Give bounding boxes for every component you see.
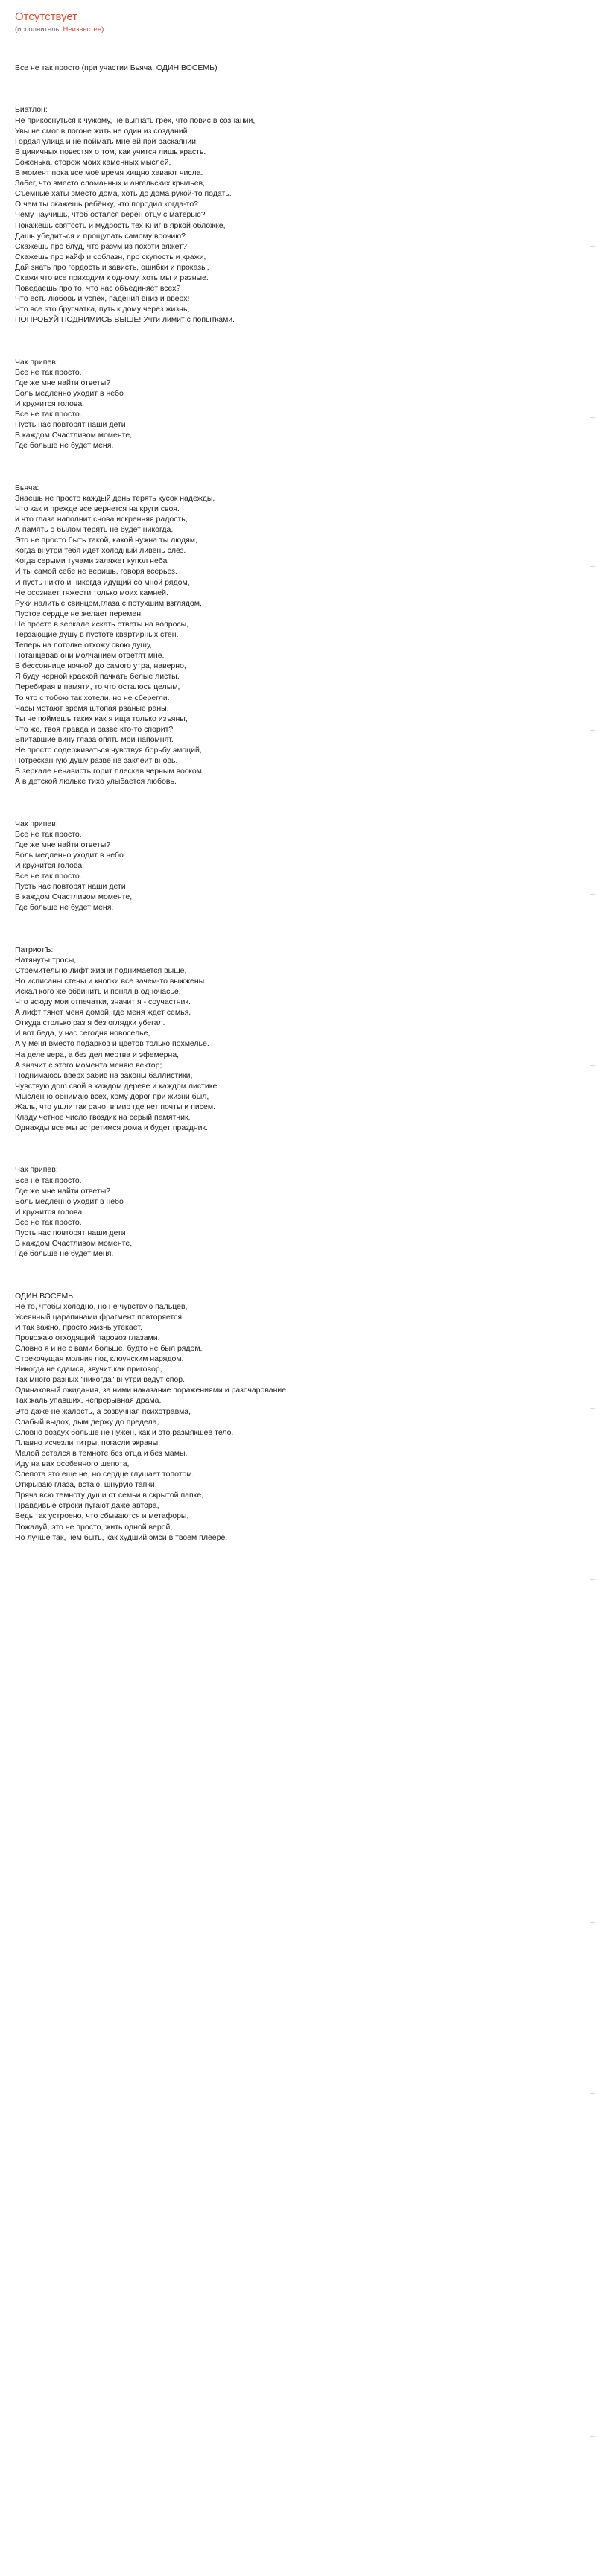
- lyrics-line: Пусть нас повторят наши дети: [15, 420, 126, 430]
- lyrics-line: Стремительно лифт жизни поднимается выше,: [15, 965, 187, 975]
- lyrics-line: Ведь так устроено, что сбываются и метафоры,: [15, 1511, 189, 1521]
- lyrics-line: и что глаза наполнит снова искренняя радость,: [15, 514, 188, 524]
- lyrics-line: Словно я и не с вами больше, будто не был рядом,: [15, 1343, 203, 1353]
- lyrics-line: Малой остался в темноте без отца и без мамы,: [15, 1448, 188, 1458]
- lyrics-block-chorus-2: [15, 819, 581, 913]
- lyrics-line: Где больше не будет меня.: [15, 441, 114, 451]
- artist-suffix-label: ): [101, 25, 104, 34]
- lyrics-line: Так много разных "никогда" внутри ведут спор.: [15, 1375, 186, 1385]
- lyrics-line: Забег, что вместо сломанных и ангельских крыльев,: [15, 179, 206, 188]
- lyrics-line: Поднимаюсь вверх забив на законы баллистики,: [15, 1070, 193, 1080]
- lyrics-line: В каждом Счастливом моменте,: [15, 892, 133, 902]
- lyrics-line: Боженька, сторож моих каменных мыслей,: [15, 157, 171, 167]
- lyrics-line: Что все это брусчатка, путь к дому через жизнь,: [15, 305, 190, 314]
- lyrics-line: В момент пока все моё время хищно хавают числа.: [15, 168, 203, 178]
- lyrics-line: Откуда столько раз я без оглядки убегал.: [15, 1018, 165, 1028]
- lyrics-line: Где же мне найти ответы?: [15, 1186, 111, 1196]
- lyrics-line: В каждом Счастливом моменте,: [15, 1239, 133, 1249]
- lyrics-line: Не прикоснуться к чужому, не выгнать грех, что повис в сознании,: [15, 115, 256, 125]
- lyrics-line: Чему научишь, чтоб остался верен отцу с матерью?: [15, 210, 206, 220]
- lyrics-line: Пожалуй, это не просто, жить одной верой,: [15, 1522, 173, 1532]
- edge-mark: [590, 2436, 595, 2437]
- lyrics-line: О чем ты скажешь ребёнку, что породил когда-то?: [15, 200, 199, 209]
- lyrics-line: Что всюду мои отпечатки, значит я - соучастник.: [15, 997, 191, 1007]
- lyrics-line: Стрекочущая молния под клоунским нарядом.: [15, 1354, 184, 1364]
- lyrics-line: Скажешь про кайф и соблазн, про скупость и кражи,: [15, 252, 206, 261]
- lyrics-line: И так важно, просто жизнь утекает,: [15, 1322, 142, 1332]
- lyrics-line: Когда серыми тучами заляжет купол неба: [15, 556, 168, 566]
- lyrics-line: Мысленно обнимаю всех, кому дорог при жизни был,: [15, 1091, 209, 1101]
- lyrics-block-verse-patriot: [15, 945, 581, 1134]
- lyrics-line: ОДИН.ВОСЕМЬ:: [15, 1291, 76, 1301]
- lyrics-line: В зеркале ненависть горит плескав черным воском,: [15, 767, 204, 776]
- lyrics-line: Все не так просто.: [15, 410, 82, 419]
- lyrics-block-verse-biach: [15, 483, 581, 787]
- artist-prefix-label: (исполнитель:: [15, 25, 63, 34]
- lyrics-line: Искал кого же обвинить и понял в одночасье,: [15, 986, 181, 996]
- lyrics-line: Когда внутри тебя идет холодный ливень слез.: [15, 546, 186, 556]
- lyrics-line: Не осознает тяжести только моих камней.: [15, 588, 168, 597]
- lyrics-line: И пусть никто и никогда идущий со мной рядом,: [15, 577, 190, 587]
- lyrics-line: Все не так просто.: [15, 1176, 82, 1185]
- lyrics-line: Где же мне найти ответы?: [15, 378, 111, 387]
- lyrics-line: И ты самой себе не веришь, говоря всерьез.: [15, 567, 177, 577]
- lyrics-body: [15, 42, 581, 1564]
- lyrics-line: Съемные хаты вместо дома, хоть до дома рукой-то подать.: [15, 189, 232, 199]
- lyrics-line: Гордая улица и не поймать мне ей при раскаянии,: [15, 136, 198, 146]
- lyrics-line: Чак припев;: [15, 819, 58, 828]
- lyrics-line: Пусть нас повторят наши дети: [15, 882, 126, 892]
- lyrics-block-intro: [15, 63, 581, 73]
- lyrics-line: Чак припев;: [15, 1165, 58, 1175]
- edge-mark: [590, 2093, 595, 2094]
- lyrics-line: Усеянный царапинами фрагмент повторяется,: [15, 1312, 184, 1322]
- lyrics-line: Пусть нас повторят наши дети: [15, 1228, 126, 1238]
- lyrics-line: А память о былом терять не будет никогда.: [15, 525, 174, 535]
- artist-link[interactable]: Неизвестен: [63, 25, 102, 34]
- lyrics-line: Все не так просто.: [15, 367, 82, 377]
- lyrics-line: Ты не поймешь таких как я ища только изъяны,: [15, 714, 188, 723]
- lyrics-line: Слабый выдох, дым держу до предела,: [15, 1417, 159, 1427]
- lyrics-line: Это даже не жалость, а созвучная психотравма,: [15, 1406, 191, 1416]
- lyrics-line: Поведаешь про то, что нас объединяет всех?: [15, 284, 181, 294]
- lyrics-block-chorus-1: [15, 357, 581, 451]
- lyrics-line: Все не так просто.: [15, 872, 82, 881]
- lyrics-line: Руки налитые свинцом,глаза с потухшим взглядом,: [15, 598, 202, 608]
- lyrics-line: И вот беда, у нас сегодня новоселье,: [15, 1029, 150, 1038]
- lyrics-line: И кружится голова.: [15, 1207, 85, 1216]
- lyrics-line: Что же, твоя правда и разве кто-то спорит?: [15, 724, 174, 734]
- lyrics-line: Где же мне найти ответы?: [15, 840, 111, 849]
- lyrics-line: Прячa всю темноту души от семьи в скрытой папке,: [15, 1491, 204, 1500]
- lyrics-line: Слепота это еще не, но сердце глушает топотом.: [15, 1470, 194, 1479]
- lyrics-line: Где больше не будет меня.: [15, 903, 114, 913]
- lyrics-line: Не просто в зеркале искать ответы на вопросы,: [15, 619, 189, 629]
- lyrics-line: Однажды все мы встретимся дома и будет праздник.: [15, 1123, 208, 1133]
- lyrics-block-verse-odin-vosem: [15, 1291, 581, 1543]
- lyrics-line: Увы не смог в погоне жить не один из созданий.: [15, 126, 190, 136]
- lyrics-line: Пустое сердце не желает перемен.: [15, 609, 143, 618]
- lyrics-line: Потанцевав они молчанием ответят мне.: [15, 651, 165, 661]
- page-title: Отсутствует: [15, 10, 78, 23]
- lyrics-line: Плавно исчезли титры, погасли экраны,: [15, 1438, 161, 1447]
- lyrics-line: Что есть любовь и успех, падения вниз и вверх!: [15, 294, 190, 304]
- lyrics-line: Провожаю отходящий паровоз глазами.: [15, 1333, 160, 1342]
- lyrics-line: Все не так просто.: [15, 1217, 82, 1227]
- lyrics-line: Это не просто быть такой, какой нужна ты людям,: [15, 536, 197, 545]
- lyrics-block-verse-biatlon: [15, 104, 581, 325]
- lyrics-line: Иду на вах особенного шепота,: [15, 1459, 130, 1468]
- lyrics-line: Все не так просто.: [15, 829, 82, 839]
- lyrics-line: Часы мотают время штопая рваные раны,: [15, 703, 169, 713]
- lyrics-line: Я буду черной краской пачкать белые листы,: [15, 672, 180, 682]
- lyrics-line: Никогда не сдамся, звучит как приговор,: [15, 1365, 162, 1374]
- lyrics-line: Не просто содерживаться чувствуя борьбу эмоций,: [15, 746, 202, 755]
- lyrics-line: А у меня вместо подарков и цветов только похмелье.: [15, 1039, 209, 1049]
- lyrics-line: Что как и прежде все вернется на круги своя.: [15, 504, 180, 513]
- lyrics-line: Знаешь не просто каждый день терять кусок надежды,: [15, 493, 215, 503]
- lyrics-line: Дашь убедиться и прощупать самому воочию?: [15, 231, 186, 241]
- lyrics-line: Натянуты тросы,: [15, 955, 77, 965]
- lyrics-line: В бессоннице ночной до самого утра, наверно,: [15, 662, 186, 671]
- lyrics-line: Скажешь про блуд, что разум из похоти вяжет?: [15, 241, 187, 251]
- lyrics-line: В каждом Счастливом моменте,: [15, 431, 133, 440]
- lyrics-line: Впитавшие вину глаза опять мои напомнят.: [15, 735, 174, 744]
- lyrics-line: Открываю глаза, встаю, шнурую тапки,: [15, 1480, 157, 1490]
- lyrics-line: А лифт тянет меня домой, где меня ждет семья,: [15, 1008, 191, 1018]
- lyrics-line: Где больше не будет меня.: [15, 1249, 114, 1259]
- lyrics-line: Бьяча:: [15, 483, 39, 492]
- lyrics-line: Так жаль упавших, непрерывная драма,: [15, 1396, 162, 1406]
- lyrics-line: То что с тобою так хотели, но не сберегли.: [15, 693, 170, 702]
- edge-mark: [590, 1922, 595, 1923]
- lyrics-line: И кружится голова.: [15, 860, 85, 870]
- lyrics-line: А в детской люльке тихо улыбается любовь.: [15, 777, 177, 787]
- lyrics-line: Чувствую дom свой в каждом дереве и каждом листике.: [15, 1081, 220, 1091]
- lyrics-line: Покажешь святость и мудрость тех Книг в яркой обложке,: [15, 221, 226, 230]
- lyrics-line: Жаль, что ушли так рано, в мир где нет почты и писем.: [15, 1103, 215, 1111]
- lyrics-line: Одинаковый ожидания, за ними наказание поражениями и разочарование.: [15, 1386, 289, 1395]
- lyrics-line: Но исписаны стены и кнопки все зачем-то выжжены.: [15, 976, 207, 986]
- lyrics-line: Не то, чтобы холодно, но не чувствую пальцев,: [15, 1301, 188, 1311]
- lyrics-line: Боль медленно уходит в небо: [15, 850, 124, 860]
- lyrics-block-chorus-3: [15, 1164, 581, 1259]
- lyrics-line: Скажи что все приходим к одному, хоть мы и разные.: [15, 273, 209, 282]
- lyrics-line: Перебирая в памяти, то что осталось целым,: [15, 682, 180, 692]
- lyrics-line: На деле вера, а без дел мертва и эфемерна,: [15, 1050, 180, 1059]
- edge-mark: [590, 1579, 595, 1580]
- lyrics-line: Теперь на потолке отхожу свою душу,: [15, 641, 153, 650]
- artist-line: [15, 25, 581, 34]
- lyrics-line: Боль медленно уходит в небо: [15, 1196, 124, 1206]
- lyrics-line: В циничных повестях о том, как учится лишь красть.: [15, 147, 206, 156]
- lyrics-line: Правдивые строки пугают даже автора,: [15, 1501, 159, 1511]
- lyrics-line: ПатриотЪ:: [15, 945, 54, 954]
- lyrics-line: Терзающие душу в пустоте квартирных стен.: [15, 629, 179, 639]
- lyrics-line: Биатлон:: [15, 105, 48, 115]
- lyrics-line: Боль медленно уходит в небо: [15, 388, 124, 398]
- lyrics-line: Но лучше так, чем быть, как худший эмси в твоем плеере.: [15, 1532, 228, 1542]
- lyrics-line: Чак припев;: [15, 357, 58, 367]
- lyrics-line: ПОПРОБУЙ ПОДНИМИСЬ ВЫШЕ! Учти лимит с попытками.: [15, 315, 235, 325]
- lyrics-line: Кладу четное число гвоздик на серый памятник,: [15, 1113, 191, 1123]
- lyrics-line: Потресканную душу разве не заклеит вновь.: [15, 756, 178, 766]
- lyrics-line: Словно воздух больше не нужен, как и это размякшее тело,: [15, 1427, 234, 1437]
- lyrics-line: Дай знать про гордость и зависть, ошибки и проказы,: [15, 262, 209, 272]
- lyrics-line: Все не так просто (при участии Бьяча, ОДИН.ВОСЕМЬ): [15, 63, 218, 73]
- lyrics-line: А значит с этого момента меняю вектор;: [15, 1060, 162, 1070]
- lyrics-line: И кружится голова.: [15, 399, 85, 408]
